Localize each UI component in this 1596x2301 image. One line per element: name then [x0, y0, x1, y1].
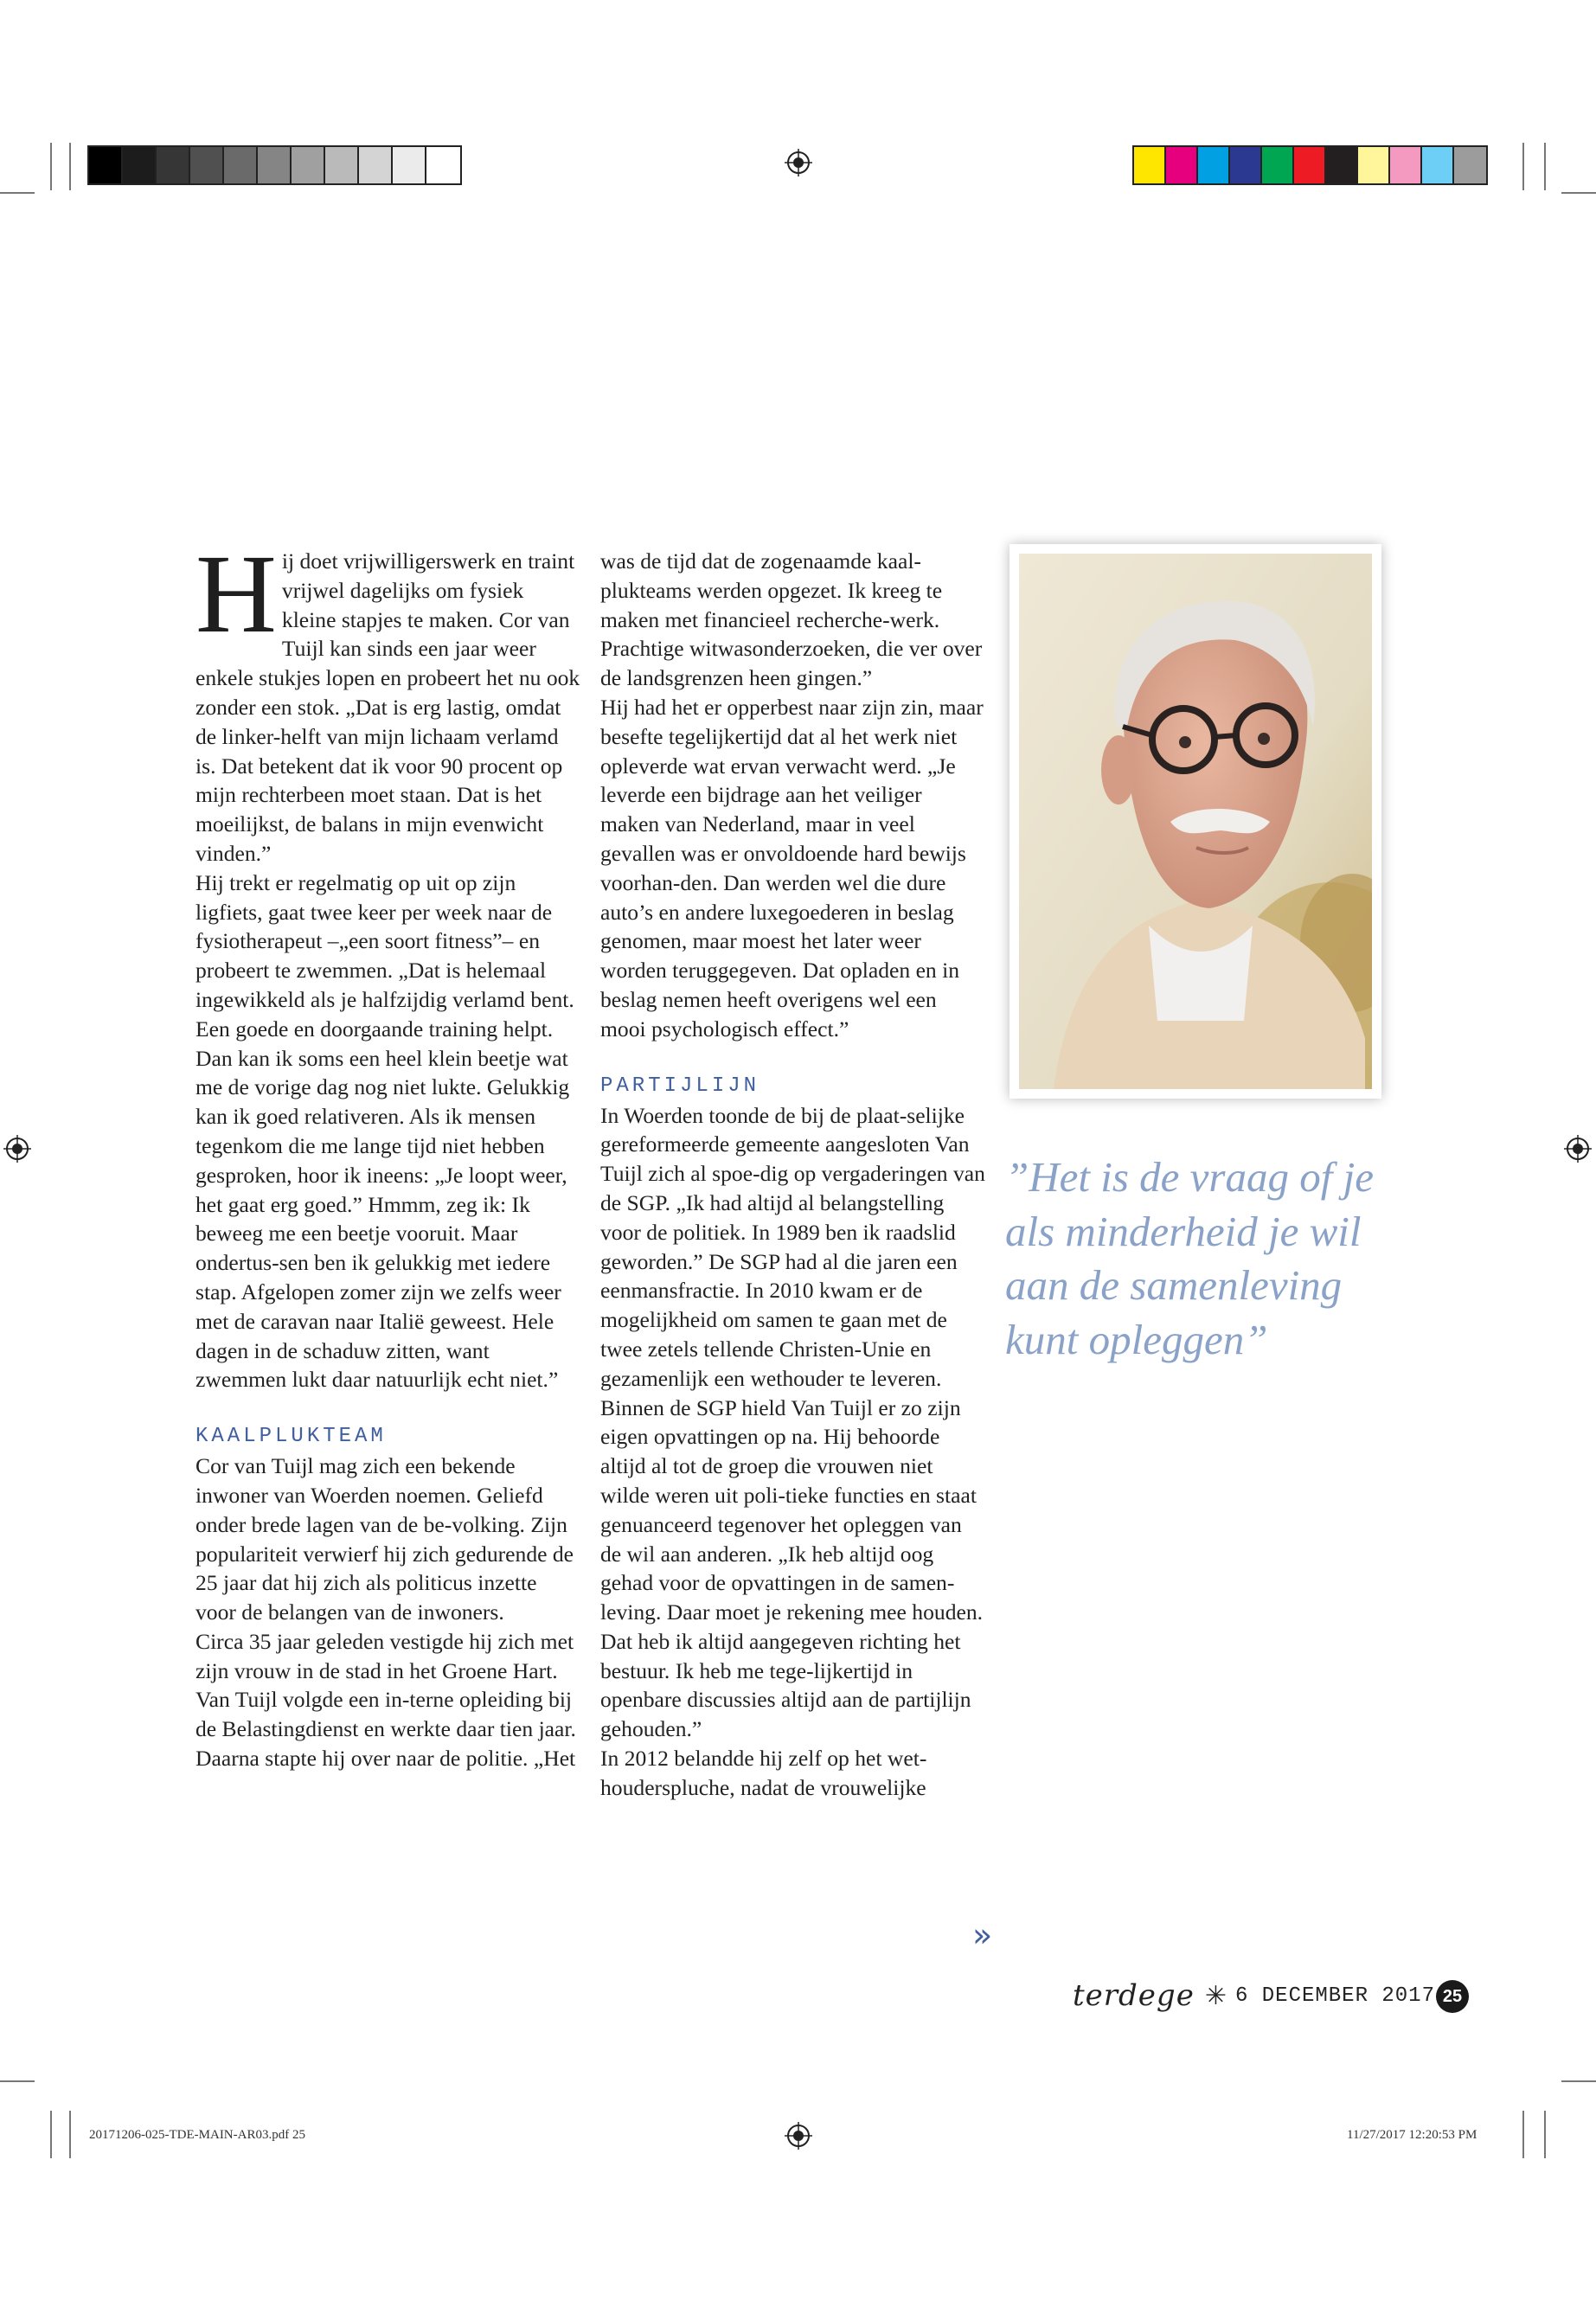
- grey-swatch: [123, 147, 157, 183]
- subheading-partijlijn: PARTIJLIJN: [600, 1074, 760, 1098]
- grey-swatch: [258, 147, 292, 183]
- pull-quote: ”Het is de vraag of je als minderheid je wil aan de samenleving kunt opleggen”: [1005, 1153, 1374, 1363]
- crop-mark: [1561, 192, 1596, 194]
- portrait-illustration: [1019, 554, 1372, 1089]
- grey-swatch: [325, 147, 359, 183]
- issue-date: 6 DECEMBER 2017: [1234, 1984, 1435, 2008]
- registration-mark-icon: [785, 149, 812, 176]
- registration-mark-icon: [785, 2122, 812, 2150]
- grey-swatch: [292, 147, 325, 183]
- paragraph: Cor van Tuijl mag zich een bekende inwoner van Woerden noemen. Geliefd onder brede lagen van de be-volking. Zijn populariteit verwierf hij zich gedurende de 25 jaar dat hij zich als politicus inzette voor de belangen van de inwoners.: [195, 1453, 574, 1625]
- color-swatch: [1358, 147, 1390, 183]
- paragraph: ij doet vrijwilligerswerk en traint vrijwel dagelijks om fysiek kleine stapjes te maken. Cor van Tuijl kan sinds een jaar weer enkele stukjes lopen en probeert het nu ook zonder een stok. „Dat is erg lastig, omdat de linker-helft van mijn lichaam verlamd is. Dat betekent dat ik voor 90 procent op mijn rechterbeen moet staan. Dat is het moeilijkst, de balans in mijn evenwicht vinden.”: [195, 548, 580, 866]
- paragraph: In Woerden toonde de bij de plaat-selijke gereformeerde gemeente aangesloten Van Tuijl zich al spoe-dig op vergaderingen van de SGP. „Ik had altijd al belangstelling voor de politiek. In 1989 ben ik raadslid geworden.” De SGP had al die jaren een eenmansfractie. In 2010 kwam er de mogelijkheid om samen te gaan met de twee zetels tellende Christen-Unie en gezamenlijk een wethouder te leveren.: [600, 1102, 985, 1391]
- crop-mark: [50, 143, 52, 190]
- crop-mark: [1522, 2111, 1524, 2158]
- portrait-photo: [1010, 544, 1381, 1099]
- article-column-2: [600, 547, 985, 1803]
- grey-swatch: [190, 147, 224, 183]
- magazine-logo: terdege: [1073, 1978, 1195, 2013]
- crop-mark: [69, 2111, 71, 2158]
- grey-swatch: [89, 147, 123, 183]
- asterisk-separator-icon: ✳: [1204, 1980, 1227, 2011]
- color-swatch: [1294, 147, 1326, 183]
- drop-cap: H: [195, 532, 277, 657]
- continue-arrow-icon: »: [972, 1916, 993, 1954]
- color-swatch: [1134, 147, 1166, 183]
- grey-scale-bar: [87, 145, 462, 185]
- grey-swatch: [359, 147, 393, 183]
- print-slug-filename: 20171206-025-TDE-MAIN-AR03.pdf 25: [89, 2128, 305, 2142]
- paragraph: Circa 35 jaar geleden vestigde hij zich met zijn vrouw in de stad in het Groene Hart. Van Tuijl volgde een in-terne opleiding bij de Belastingdienst en werkte daar tien jaar. Daarna stapte hij over naar de politie. „Het: [195, 1628, 576, 1772]
- color-calibration-bar: [1132, 145, 1488, 185]
- crop-mark: [1544, 2111, 1546, 2158]
- paragraph: was de tijd dat de zogenaamde kaal-plukteams werden opgezet. Ik kreeg te maken met financieel recherche-werk. Prachtige witwasonderzoeken, die ver over de landsgrenzen heen gingen.”: [600, 548, 983, 691]
- crop-mark: [69, 143, 71, 190]
- crop-mark: [1561, 2080, 1596, 2082]
- color-swatch: [1230, 147, 1262, 183]
- page-footer: [1073, 1974, 1435, 2017]
- paragraph: Hij had het er opperbest naar zijn zin, maar besefte tegelijkertijd dat al het werk niet opleverde wat ervan verwacht werd. „Je leverde een bijdrage aan het veiliger maken van Nederland, maar in veel gevallen was er onvoldoende hard bewijs voorhan-den. Dan werden wel die dure auto’s en andere luxegoederen in beslag genomen, maar moest het later weer worden teruggegeven. Dat opladen en in beslag nemen heeft overigens wel een mooi psychologisch effect.”: [600, 694, 984, 1042]
- color-swatch: [1198, 147, 1230, 183]
- print-slug-timestamp: 11/27/2017 12:20:53 PM: [1347, 2128, 1477, 2142]
- grey-swatch: [224, 147, 258, 183]
- page-number-badge: 25: [1436, 1980, 1469, 2013]
- subheading-kaalplukteam: KAALPLUKTEAM: [195, 1425, 387, 1449]
- color-swatch: [1422, 147, 1454, 183]
- grey-swatch: [157, 147, 190, 183]
- grey-swatch: [426, 147, 460, 183]
- paragraph: Binnen de SGP hield Van Tuijl er zo zijn eigen opvattingen op na. Hij behoorde altijd al tot de groep die vrouwen niet wilde weren uit poli-tieke functies en staat genuanceerd tegenover het opleggen van de wil aan anderen. „Ik heb altijd oog gehad voor de opvattingen in de samen-leving. Daar moet je rekening mee houden. Dat heb ik altijd aangegeven richting het bestuur. Ik heb me tege-lijkertijd in openbare discussies altijd aan de partijlijn gehouden.”: [600, 1394, 984, 1742]
- grey-swatch: [393, 147, 426, 183]
- crop-mark: [0, 192, 35, 194]
- color-swatch: [1166, 147, 1198, 183]
- color-swatch: [1390, 147, 1422, 183]
- registration-mark-icon: [3, 1135, 31, 1163]
- color-swatch: [1262, 147, 1294, 183]
- color-swatch: [1326, 147, 1358, 183]
- color-swatch: [1454, 147, 1486, 183]
- article-column-1: [195, 532, 580, 1773]
- paragraph: Hij trekt er regelmatig op uit op zijn ligfiets, gaat twee keer per week naar de fysiotherapeut –„een soort fitness”– en probeert te zwemmen. „Dat is helemaal ingewikkeld als je halfzijdig verlamd bent. Een goede en doorgaande training helpt. Dan kan ik soms een heel klein beetje wat me de vorige dag nog niet lukte. Gelukkig kan ik goed relativeren. Als ik mensen tegenkom die me lange tijd niet hebben gesproken, hoor ik ineens: „Je loopt weer, het gaat erg goed.” Hmmm, zeg ik: Ik beweeg me een beetje vooruit. Maar ondertus-sen ben ik gelukkig met iedere stap. Afgelopen zomer zijn we zelfs weer met de caravan naar Italië geweest. Hele dagen in de schaduw zitten, want zwemmen lukt daar natuurlijk echt niet.”: [195, 869, 574, 1393]
- crop-mark: [1522, 143, 1524, 190]
- crop-mark: [1544, 143, 1546, 190]
- crop-mark: [50, 2111, 52, 2158]
- crop-mark: [0, 2080, 35, 2082]
- paragraph: In 2012 belandde hij zelf op het wet-houderspluche, nadat de vrouwelijke: [600, 1746, 927, 1800]
- registration-mark-icon: [1564, 1135, 1592, 1163]
